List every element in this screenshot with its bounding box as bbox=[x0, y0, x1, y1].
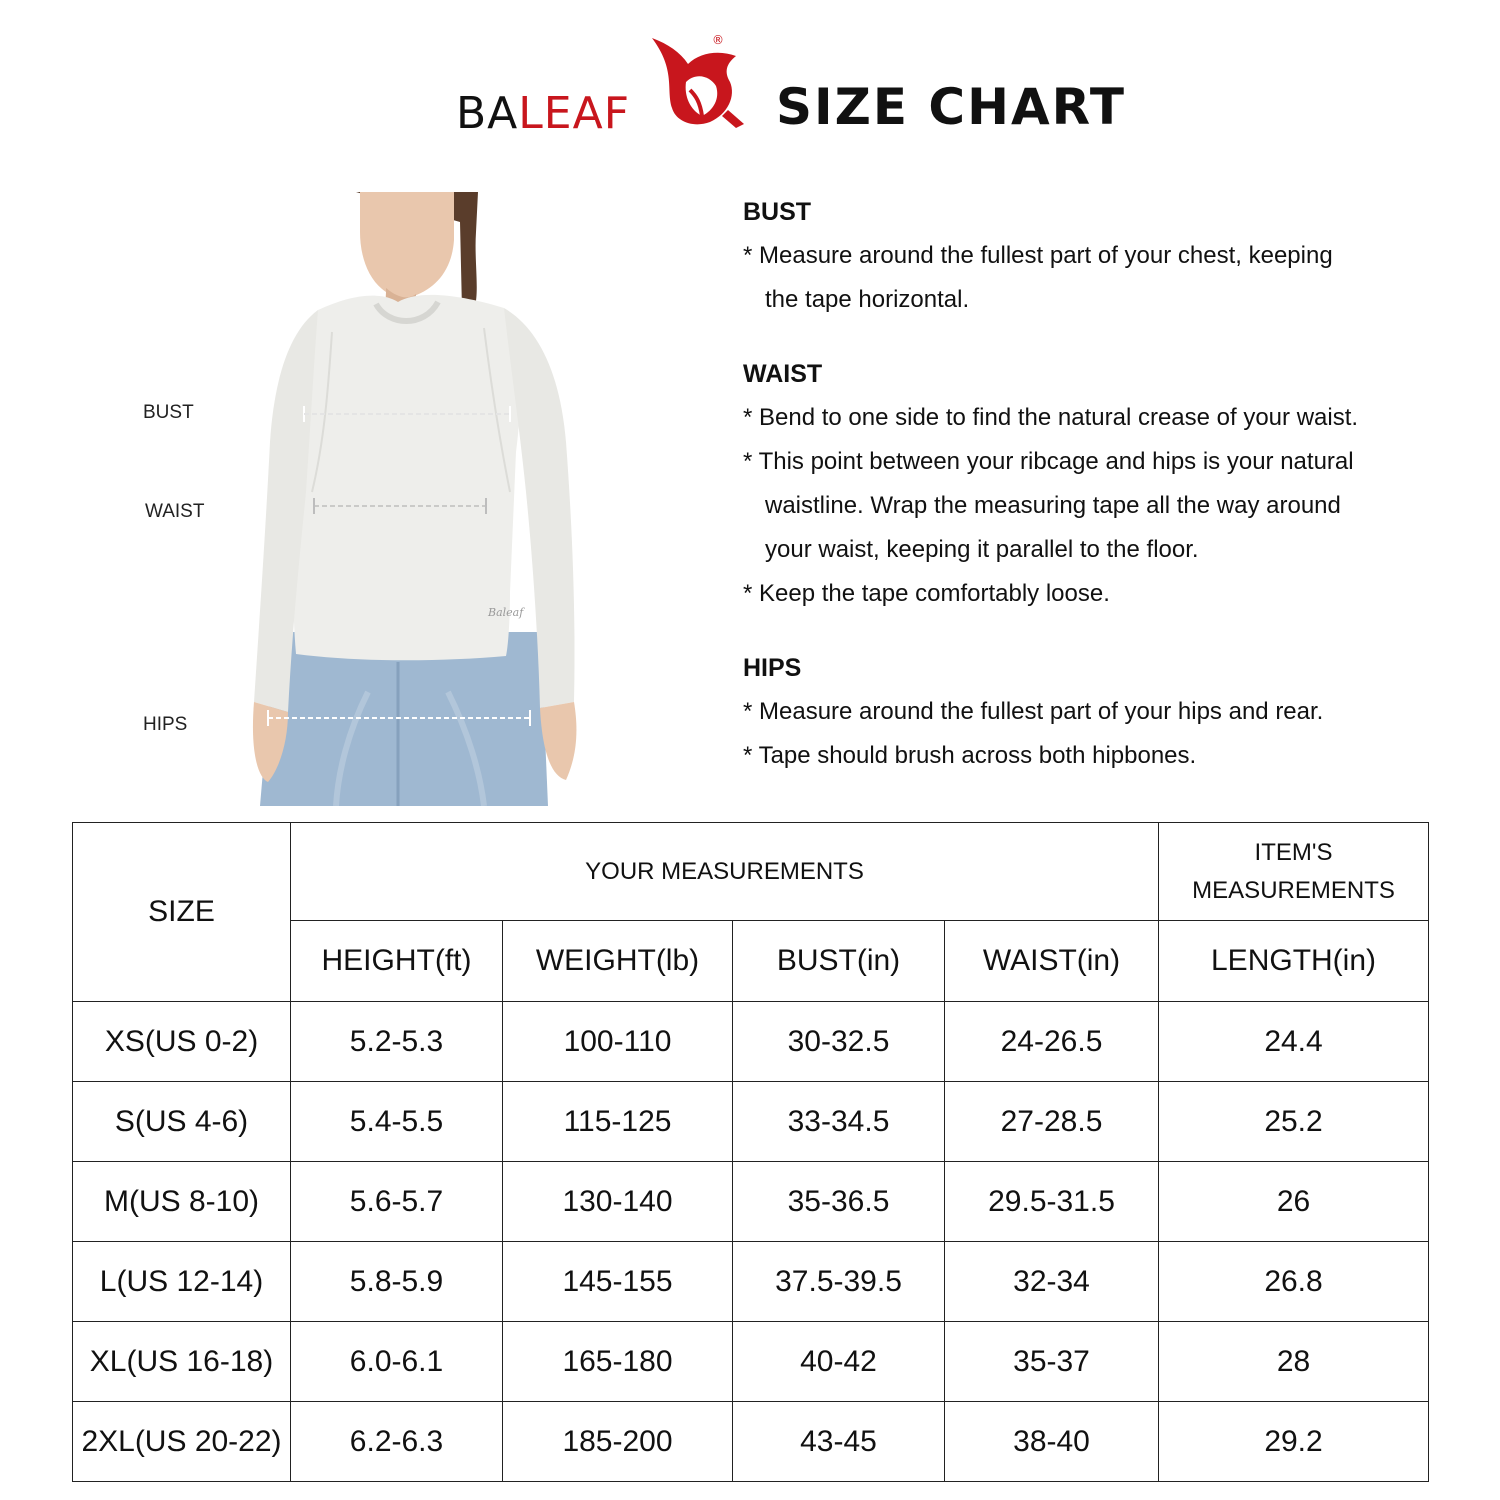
baleaf-leaf-logo-icon bbox=[640, 30, 750, 130]
cell-size: S(US 4-6) bbox=[73, 1082, 291, 1162]
cell-size: 2XL(US 20-22) bbox=[73, 1402, 291, 1482]
cell-length: 24.4 bbox=[1159, 1002, 1429, 1082]
cell-bust: 30-32.5 bbox=[733, 1002, 945, 1082]
column-header-weight: WEIGHT(lb) bbox=[503, 921, 733, 1002]
model-illustration bbox=[248, 192, 588, 806]
cell-size: XL(US 16-18) bbox=[73, 1322, 291, 1402]
items-measurements-line-1: ITEM'S bbox=[1254, 838, 1333, 866]
cell-height: 6.2-6.3 bbox=[291, 1402, 503, 1482]
cell-height: 6.0-6.1 bbox=[291, 1322, 503, 1402]
cell-bust: 35-36.5 bbox=[733, 1162, 945, 1242]
guide-waist bbox=[743, 352, 1443, 616]
registered-mark: ® bbox=[712, 33, 724, 47]
cell-waist: 35-37 bbox=[945, 1322, 1159, 1402]
cell-size: XS(US 0-2) bbox=[73, 1002, 291, 1082]
brand-text-right: LEAF bbox=[518, 88, 631, 139]
cell-bust: 40-42 bbox=[733, 1322, 945, 1402]
cell-length: 26.8 bbox=[1159, 1242, 1429, 1322]
guide-bust-line-1: * Measure around the fullest part of your chest, keeping bbox=[743, 242, 1333, 269]
guide-hips bbox=[743, 646, 1443, 778]
cell-bust: 43-45 bbox=[733, 1402, 945, 1482]
guide-waist-line-5: * Keep the tape comfortably loose. bbox=[743, 580, 1110, 607]
guide-bust-title: BUST bbox=[743, 198, 812, 226]
guide-hips-line-2: * Tape should brush across both hipbones. bbox=[743, 742, 1197, 769]
brand-text-left: BA bbox=[456, 88, 519, 139]
brand-wordmark bbox=[456, 88, 630, 139]
cell-weight: 100-110 bbox=[503, 1002, 733, 1082]
cell-waist: 29.5-31.5 bbox=[945, 1162, 1159, 1242]
cell-weight: 165-180 bbox=[503, 1322, 733, 1402]
cell-bust: 33-34.5 bbox=[733, 1082, 945, 1162]
guide-waist-title: WAIST bbox=[743, 360, 823, 388]
cell-weight: 185-200 bbox=[503, 1402, 733, 1482]
table-row bbox=[73, 1402, 1429, 1482]
cell-weight: 115-125 bbox=[503, 1082, 733, 1162]
cell-height: 5.4-5.5 bbox=[291, 1082, 503, 1162]
guide-waist-line-1: * Bend to one side to find the natural crease of your waist. bbox=[743, 404, 1359, 431]
shirt-logo-text: Baleaf bbox=[488, 606, 524, 619]
cell-size: M(US 8-10) bbox=[73, 1162, 291, 1242]
model-label-bust: BUST bbox=[143, 402, 194, 423]
items-measurements-line-2: MEASUREMENTS bbox=[1192, 876, 1395, 904]
your-measurements-header: YOUR MEASUREMENTS bbox=[291, 823, 1159, 921]
size-chart-table bbox=[72, 822, 1429, 1482]
table-row bbox=[73, 1162, 1429, 1242]
cell-length: 29.2 bbox=[1159, 1402, 1429, 1482]
table-header-row-1 bbox=[73, 823, 1429, 921]
guide-bust bbox=[743, 190, 1443, 322]
measurement-guide bbox=[743, 190, 1443, 808]
cell-bust: 37.5-39.5 bbox=[733, 1242, 945, 1322]
guide-waist-line-2: * This point between your ribcage and hips is your natural bbox=[743, 448, 1354, 475]
guide-hips-title: HIPS bbox=[743, 654, 802, 682]
cell-waist: 32-34 bbox=[945, 1242, 1159, 1322]
table-body bbox=[73, 1002, 1429, 1482]
model-label-waist: WAIST bbox=[145, 501, 205, 522]
column-header-bust: BUST(in) bbox=[733, 921, 945, 1002]
column-header-waist: WAIST(in) bbox=[945, 921, 1159, 1002]
guide-hips-line-1: * Measure around the fullest part of your hips and rear. bbox=[743, 698, 1324, 725]
table-row bbox=[73, 1242, 1429, 1322]
guide-bust-line-2: the tape horizontal. bbox=[765, 286, 970, 313]
cell-size: L(US 12-14) bbox=[73, 1242, 291, 1322]
guide-waist-line-4: your waist, keeping it parallel to the floor. bbox=[765, 536, 1199, 563]
cell-height: 5.2-5.3 bbox=[291, 1002, 503, 1082]
cell-height: 5.8-5.9 bbox=[291, 1242, 503, 1322]
cell-waist: 27-28.5 bbox=[945, 1082, 1159, 1162]
page-header bbox=[0, 30, 1500, 140]
cell-waist: 24-26.5 bbox=[945, 1002, 1159, 1082]
cell-weight: 130-140 bbox=[503, 1162, 733, 1242]
table-row bbox=[73, 1082, 1429, 1162]
cell-length: 26 bbox=[1159, 1162, 1429, 1242]
model-label-hips: HIPS bbox=[143, 714, 188, 735]
cell-weight: 145-155 bbox=[503, 1242, 733, 1322]
table-row bbox=[73, 1002, 1429, 1082]
cell-height: 5.6-5.7 bbox=[291, 1162, 503, 1242]
items-measurements-header bbox=[1159, 823, 1429, 921]
table-row bbox=[73, 1322, 1429, 1402]
cell-waist: 38-40 bbox=[945, 1402, 1159, 1482]
guide-waist-line-3: waistline. Wrap the measuring tape all the way around bbox=[765, 492, 1341, 519]
model-photo bbox=[248, 192, 588, 806]
cell-length: 25.2 bbox=[1159, 1082, 1429, 1162]
page-title: SIZE CHART bbox=[776, 78, 1127, 136]
cell-length: 28 bbox=[1159, 1322, 1429, 1402]
column-header-length: LENGTH(in) bbox=[1159, 921, 1429, 1002]
column-header-height: HEIGHT(ft) bbox=[291, 921, 503, 1002]
size-column-header: SIZE bbox=[73, 823, 291, 1002]
